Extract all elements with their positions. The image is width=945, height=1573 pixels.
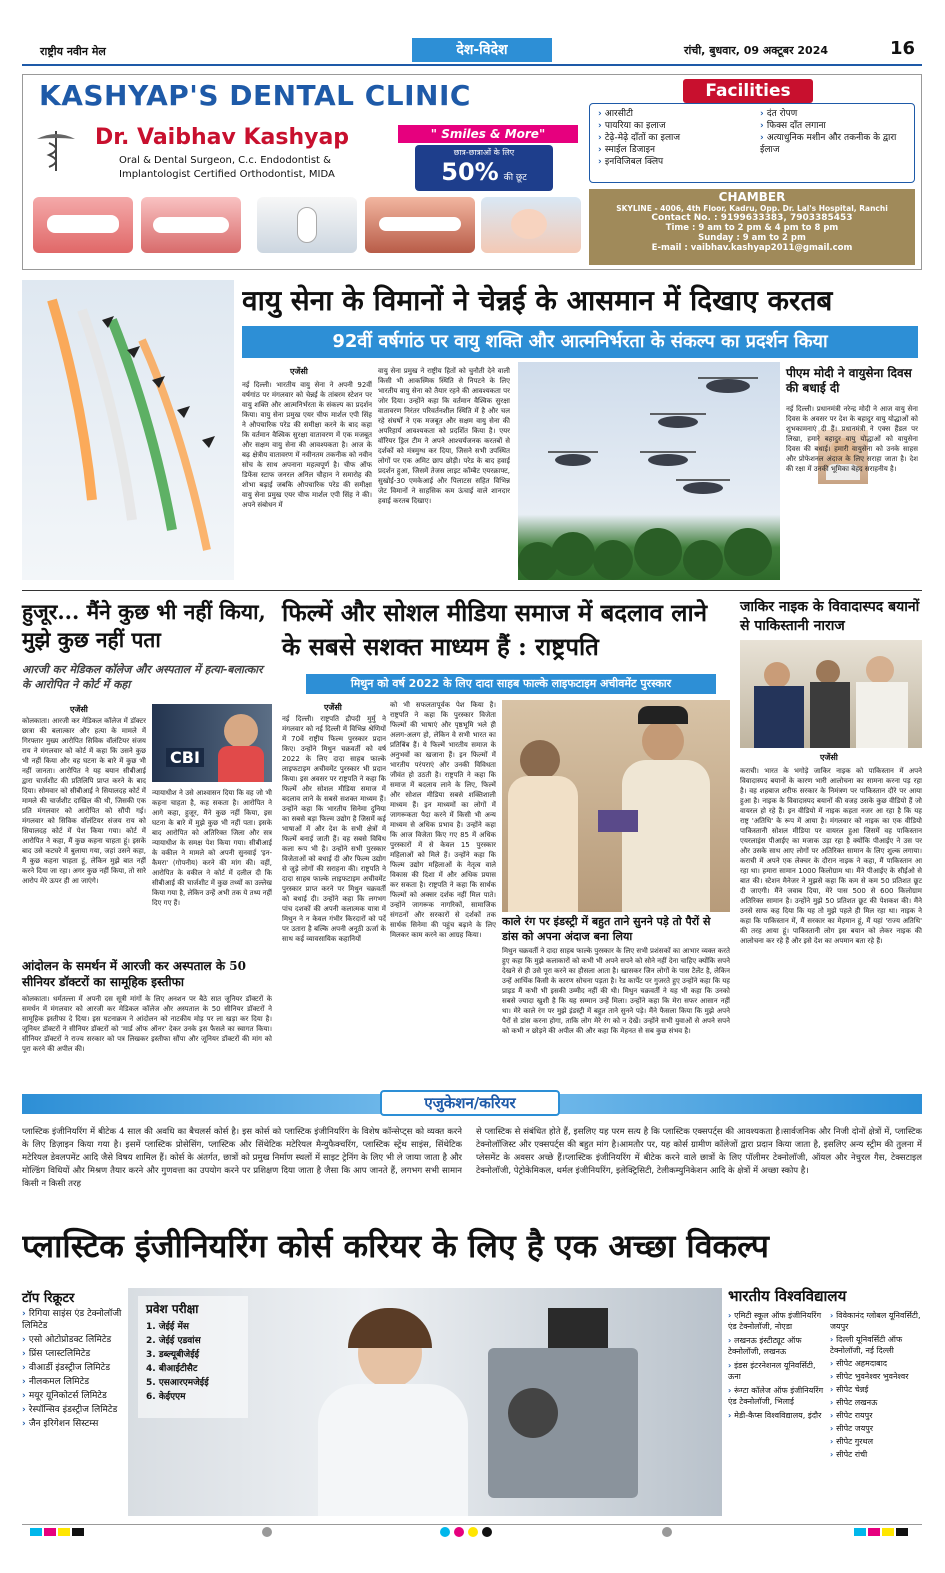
- story1-subhead: 92वीं वर्षगांठ पर वायु शक्ति और आत्मनिर्भरता के संकल्प का प्रदर्शन किया: [242, 326, 918, 358]
- facilities-box: [589, 103, 915, 183]
- registration-bar: [22, 1524, 922, 1536]
- recruiter-item: › रेस्पॉन्सिव इंडस्ट्रीज लिमिटेड: [22, 1404, 124, 1416]
- career-intro-left: प्लास्टिक इंजीनियरिंग में बीटेक 4 साल की अवधि का बैचलर्स कोर्स है। इस कोर्स को प्लास्टिक इंजीनियरिंग के विशेष कॉन्सेप्ट्स को व्यक्त करने के लिए डिज़ाइन किया गया है। इसमें प्लास्टिक प्रोसेसिंग, प्लास्टिक और सिंथेटिक मटेरियल मैन्युफैक्चरिंग, प्लास्टिक स्ट्रेंथ साइंस, सिंथेटिक मटेरियल डेवलपमेंट आदि जैसे विषय शामिल हैं। कोर्स के अंतर्गत, छात्रों को प्रमुख निर्माण स्थलों में साइट ट्रेनिंग के लिए भी ले जाया जाता है और मोल्डिंग विधियों और मिश्रण तैयार करने और गुणवत्ता का उपयोग करने पर प्रशिक्षण दिया जाता है जैसा कि आप जानते हैं, लगभग सभी सामान किसी न किसी तरह: [22, 1127, 462, 1189]
- dental-photo-3: [257, 197, 357, 253]
- clinic-name: KASHYAP'S DENTAL CLINIC: [39, 79, 471, 112]
- caduceus-icon: [33, 127, 79, 173]
- story2-sub2-text: कोलकाता। धर्मतल्ला में अपनी दस सूत्री मांगों के लिए अनशन पर बैठे सात जूनियर डॉक्टरों के समर्थन में मंगलवार को आरजी कर मेडिकल कॉलेज और अस्पताल के 50 सीनियर डॉक्टरों ने सामूहिक इस्तीफा दे दिया। इस घटनाक्रम ने आंदोलन को नाटकीय मोड़ पर ला खड़ा कर दिया है। जूनियर डॉक्टरों ने सीनियर डॉक्टरों को 'मार्ड ऑफ ऑनर' देकर उनके इस फैसले का स्वागत किया। सीनियर डॉक्टरों ने राज्य सरकार को पत्र लिखकर इस्तीफा सौंपा और जूनियर डॉक्टरों की मांग को पूरा करने की अपील की।: [22, 995, 272, 1053]
- airshow-photo-left: [22, 280, 234, 580]
- facility-item: › फिक्स दाँत लगाना: [760, 120, 910, 132]
- recruiters-title: टॉप रिक्रूटर: [22, 1291, 75, 1306]
- story1-side-text: नई दिल्ली। प्रधानमंत्री नरेन्द्र मोदी ने आज वायु सेना दिवस के अवसर पर देश के बहादुर वायु योद्धाओं को शुभकामनाएं दी हैं। प्रधानमंत्री ने एक्स हैंडल पर लिखा, हमारे बहादुर वायु योद्धाओं को वायुसेना दिवस की बधाई। हमारी वायुसेना को उनके साहस और प्रोफेशनल अंदाज के लिए सराहा जाता है। देश की रक्षा में उनकी भूमिका बेहद सराहनीय है।: [786, 405, 918, 473]
- facility-item: › टेढ़े-मेढ़े दाँतों का इलाज: [598, 132, 758, 144]
- offer-percent: 50%: [441, 158, 499, 186]
- recruiter-item: › मयूर यूनिकोटर्स लिमिटेड: [22, 1390, 124, 1402]
- facilities-title: Facilities: [683, 79, 813, 103]
- facilities-left-list: [598, 108, 758, 168]
- career-section-title: एजुकेशन/करियर: [380, 1090, 560, 1116]
- facility-item: › पायरिया का इलाज: [598, 120, 758, 132]
- story1-headline: वायु सेना के विमानों ने चेन्नई के आसमान में दिखाए करतब: [242, 284, 833, 317]
- facilities-right-list: [760, 108, 910, 156]
- exam-item: 1. जेईई मेंस: [146, 1322, 189, 1332]
- univ-item: › मेडी-कैप्स विश्वविद्यालय, इंदौर: [728, 1410, 826, 1421]
- award-photo-caption: काले रंग पर इंडस्ट्री में बहुत ताने सुनने पड़े तो पैरों से डांस को अपना अंदाज बना लिया: [502, 915, 711, 943]
- facility-item: › अत्याधुनिक मशीन और तकनीक के द्वारा ईलाज: [760, 132, 910, 156]
- tagline: " Smiles & More": [398, 125, 578, 143]
- paper-name: राष्ट्रीय नवीन मेल: [40, 45, 106, 58]
- dental-photo-2: [141, 197, 241, 253]
- dental-photo-5: [481, 197, 581, 253]
- chamber-sunday: Sunday : 9 am to 2 pm: [698, 233, 806, 243]
- offer-box: [415, 145, 553, 191]
- recruiter-item: › रिगिया साइंस एंड टेक्नोलॉजी लिमिटेड: [22, 1308, 124, 1332]
- facility-item: › आरसीटी: [598, 108, 758, 120]
- story3-subhead: मिथुन को वर्ष 2022 के लिए दादा साहब फाल्के लाइफटाइम अचीवमेंट पुरस्कार: [306, 674, 716, 694]
- exam-box: [138, 1296, 248, 1418]
- story4-byline: एजेंसी: [820, 753, 838, 762]
- story3-col1: नई दिल्ली। राष्ट्रपति द्रौपदी मुर्मु ने मंगलवार को नई दिल्ली में विभिन्न श्रेणियों में 70वें राष्ट्रीय फिल्म पुरस्कार प्रदान किए। उन्होंने मिथुन चक्रवर्ती को वर्ष 2022 के लिए दादा साहब फाल्के लाइफटाइम अचीवमेंट पुरस्कार भी प्रदान किया। इस अवसर पर राष्ट्रपति ने कहा कि फिल्में और सोशल मीडिया समाज में बदलाव लाने के सबसे सशक्त माध्यम हैं। उन्होंने कहा कि भारतीय सिनेमा दुनिया का सबसे बड़ा फिल्म उद्योग है जिसमें कई भाषाओं में और देश के सभी क्षेत्रों में फिल्में बनाई जाती हैं। वह सबसे विविध कला रूप भी है। उन्होंने सभी पुरस्कार विजेताओं को बधाई दी और फिल्म उद्योग से जुड़े लोगों की सराहना की। राष्ट्रपति ने दादा साहब फाल्के लाइफटाइम अचीवमेंट पुरस्कार प्राप्त करने पर मिथुन चक्रवर्ती को बधाई दी। उन्होंने कहा कि लगभग पांच दशकों की अपनी कलात्मक यात्रा में मिथुन ने न केवल गंभीर किरदारों को पर्दे पर उतारा है बल्कि अपनी अनूठी ऊर्जा के साथ कई व्यावसायिक कहानियों: [282, 715, 386, 943]
- section-label: देश-विदेश: [412, 38, 552, 62]
- naik-photo: [740, 640, 922, 748]
- story4-text: कराची। भारत के भगोड़े जाकिर नाइक को पाकिस्तान में अपने विवादास्पद बयानों के कारण भारी आलोचना का सामना करना पड़ रहा है। वह शहबाज शरीफ सरकार के निमंत्रण पर पाकिस्तान दौरे पर आया हुआ है। नाइक के विवादास्पद बयानों की वजह उसके कुछ वीडियो हैं जो वायरल हो रहे हैं। इन वीडियो में नाइक कहता नजर आ रहा है कि यह राष्ट्र 'अतिथि' के रूप में आया है। मंगलवार को नाइक का एक वीडियो पाकिस्तानी सोशल मीडिया पर वायरल हुआ जिसमें वह पाकिस्तान एयरलाइंस पीआईए का मजाक उड़ा रहा है क्योंकि पीआईए ने उस पर और उसके साथ आए लोगों पर अतिरिक्त सामान के लिए शुल्क लगाया। कराची में अपने एक लेक्चर के दौरान नाइक ने कहा, मैं पाकिस्तान आ रहा था। हमारा सामान 1000 किलोग्राम था। मैंने पीआईए के सीईओ से बात की। स्टेशन मैनेजर ने मुझसे कहा कि कम से कम 50 प्रतिशत छूट दी जाएगी। मैंने जवाब दिया, मेरे पास 500 से 600 किलोग्राम अतिरिक्त सामान है। उन्होंने मुझे 50 प्रतिशत छूट की पेशकश की। मैंने उनसे साफ कह दिया कि यह तो मुझे पहले ही मिल रहा था। नाइक ने कहा कि पाकिस्तान में, मैं सरकार का मेहमान हूं, मैं यहां 'राज्य अतिथि' की तरह आया हूं। पाकिस्तानी लोग इस बयान को लेकर नाइक की आलोचना कर रहे हैं और इसे देश का अपमान बता रहे हैं।: [740, 767, 922, 945]
- dental-photo-4: [365, 197, 475, 253]
- story3-byline: एजेंसी: [324, 703, 342, 712]
- univ-item: › लखनऊ इंस्टीट्यूट ऑफ टेक्नोलॉजी, लखनऊ: [728, 1335, 826, 1357]
- recruiter-item: › वीआर्डी इंडस्ट्रीज लिमिटेड: [22, 1362, 124, 1374]
- cbi-photo: [152, 704, 272, 782]
- facility-item: › इनविजिबल क्लिप: [598, 156, 758, 168]
- exam-item: 6. केईएएम: [146, 1392, 186, 1402]
- univ-title: भारतीय विश्वविद्यालय: [728, 1287, 847, 1305]
- exam-item: 2. जेईई एडवांस: [146, 1336, 201, 1346]
- career-headline: प्लास्टिक इंजीनियरिंग कोर्स करियर के लिए है एक अच्छा विकल्प: [22, 1227, 769, 1265]
- facility-item: › दंत रोपण: [760, 108, 910, 120]
- recruiter-item: › नीलकमल लिमिटेड: [22, 1376, 124, 1388]
- univ-item: › विवेकानंद ग्लोबल यूनिवर्सिटी, जयपुर: [830, 1310, 922, 1332]
- exam-item: 4. बीआईटीसैट: [146, 1364, 198, 1374]
- story1-side-title: पीएम मोदी ने वायुसेना दिवस की बधाई दी: [786, 366, 912, 395]
- univ-item: › सीपेट रायपुर: [830, 1410, 922, 1421]
- helicopter-photo: [518, 362, 780, 580]
- exam-item: 3. डब्ल्यूबीजेईई: [146, 1350, 200, 1360]
- offer-line: छात्र-छात्राओं के लिए: [453, 148, 515, 157]
- univ-item: › एमिटी स्कूल ऑफ इंजीनियरिंग एंड टेक्नोलॉजी, नोएडा: [728, 1310, 826, 1332]
- doctor-name: Dr. Vaibhav Kashyap: [95, 125, 350, 150]
- chamber-email: E-mail : vaibhav.kashyap2011@gmail.com: [651, 243, 853, 253]
- univ-item: › सीपेट अहमदाबाद: [830, 1358, 922, 1369]
- qualification-line-1: Oral & Dental Surgeon, C.c. Endodontist &: [119, 155, 331, 166]
- chamber-title: CHAMBER: [718, 190, 786, 204]
- story2-byline: एजेंसी: [70, 705, 88, 714]
- story3-col2: को भी सफलतापूर्वक पेश किया है। राष्ट्रपति ने कहा कि पुरस्कार विजेता फिल्मों की भाषाएं और पृष्ठभूमि भले ही अलग-अलग हो, लेकिन वे सभी भारत का प्रतिबिंब हैं। ये फिल्में भारतीय समाज के अनुभवों का खजाना हैं। इन फिल्मों में भारतीय परंपराएं और उनकी विविधता जीवंत हो उठती है। राष्ट्रपति ने कहा कि समाज में बदलाव लाने के लिए, फिल्में और सोशल मीडिया सबसे शक्तिशाली माध्यम हैं। इन माध्यमों का लोगों में जागरूकता पैदा करने में किसी भी अन्य माध्यम से अधिक प्रभाव है। उन्होंने कहा कि आज विजेता किए गए 85 में अधिक पुरस्कारों में से केवल 15 पुरस्कार महिलाओं को मिले हैं। उन्होंने कहा कि फिल्म उद्योग महिलाओं के नेतृत्व वाले विकास की दिशा में और अधिक प्रयास कर सकता है। राष्ट्रपति ने कहा कि सार्थक फिल्मों को अक्सर दर्शक नहीं मिल पाते। उन्होंने जागरूक नागरिकों, सामाजिक संगठनों और सरकारों से दर्शकों तक सार्थक सिनेमा की पहुंच बढ़ाने के लिए मिलकर काम करने का आग्रह किया।: [390, 701, 496, 939]
- page-header: [22, 36, 922, 66]
- story2-col1: कोलकाता। आरजी कर मेडिकल कॉलेज में डॉक्टर छात्रा की बलात्कार और हत्या के मामले में गिरफ्तार मुख्य आरोपित सिविक वॉलंटियर संजय राय ने मंगलवार को कोर्ट में कहा कि उसने कुछ भी नहीं किया और वह घटना के बारे में कुछ भी नहीं जानता। आरोपित ने यह बयान सीबीआई द्वारा चार्जशीट की प्रतिलिपि प्राप्त करने के बाद दिया। सोमवार को सीबीआई ने सियालदह कोर्ट में मामले की चार्जशीट दाखिल की थी, जिसकी एक प्रति मंगलवार को आरोपित को सौंपी गई। मंगलवार को सिविक वॉलंटियर संजय राय को सियालदह कोर्ट में पेश किया गया। कोर्ट में आरोपित ने कहा, मैं कुछ कहना चाहता हूं। इसके बाद उसे कटघरे में बुलाया गया, जहां उसने कहा, मैं कुछ कहना चाहता हूं, लेकिन मुझे बात नहीं करने दिया जा रहा। अगर कुछ नहीं किया, तो सारे आरोप मेरे ऊपर ही आ जाएंगे।: [22, 717, 146, 885]
- story3-headline: फिल्में और सोशल मीडिया समाज में बदलाव लाने के सबसे सशक्त माध्यम हैं : राष्ट्रपति: [282, 598, 708, 661]
- exam-item: 5. एसआरएमजेईई: [146, 1378, 209, 1388]
- cbi-badge: CBI: [166, 748, 204, 767]
- facility-item: › स्माईल डिजाइन: [598, 144, 758, 156]
- recruiter-item: › एसो ओटोप्रोडक्ट लिमिटेड: [22, 1334, 124, 1346]
- recruiter-item: › प्रिंस प्लास्टलिमिटेड: [22, 1348, 124, 1360]
- story3-caption-text: मिथुन चक्रवर्ती ने दादा साहब फाल्के पुरस्कार के लिए सभी प्रशंसकों का आभार व्यक्त करते हुए कहा कि मुझे कलाकारों को कभी भी अपने सपने को सोने नहीं देना चाहिए क्योंकि सपने देखने से ही उसे पूरा करने का हौसला आता है। खासकर जिन लोगों के पास टैलेंट है, लेकिन उन्हें आर्थिक किसी के कारण सोचना पड़ता है। रेड कार्पेट पर गुजरते हुए उन्होंने कहा कि यह प्राइड मैं कभी भी इसकी उम्मीद नहीं की थी। मिथुन चक्रवर्ती ने यह भी कहा कि उनको सबसे ज्यादा खुशी है कि यह सम्मान उन्हें मिला। उन्होंने कहा कि मेरा सफर आसान नहीं था। मेरे काले रंग पर मुझे इंडस्ट्री में बहुत ताने सुनने पड़े। मैंने फैसला किया कि मुझे अपने पैरों से डांस करना होगा, ताकि लोग मेरे रंग को न देखें। उन्होंने सभी युवाओं से अपने सपने को कभी न छोड़ने की अपील की और कहा कि मेहनत से सब कुछ संभव है।: [502, 947, 730, 1035]
- chamber-address: SKYLINE - 4006, 4th Floor, Kadru, Opp. Dr. Lal's Hospital, Ranchi: [616, 204, 888, 213]
- univ-item: › इंडस इंटरनेशनल यूनिवर्सिटी, ऊना: [728, 1360, 826, 1382]
- recruiters-list: [22, 1308, 124, 1432]
- univ-item: › रूंग्टा कॉलेज ऑफ इंजीनियरिंग एंड टेक्नोलॉजी, भिलाई: [728, 1385, 826, 1407]
- recruiter-item: › जैन इरिगेशन सिस्टम्स: [22, 1418, 124, 1430]
- univ-item: › सीपेट चेन्नई: [830, 1384, 922, 1395]
- story2-headline: हुजूर... मैंने कुछ भी नहीं किया, मुझे कुछ नहीं पता: [22, 599, 266, 652]
- univ-item: › सीपेट गुरथल: [830, 1436, 922, 1447]
- exam-title: प्रवेश परीक्षा: [146, 1302, 199, 1316]
- dental-photo-1: [33, 197, 133, 253]
- chamber-time: Time : 9 am to 2 pm & 4 pm to 8 pm: [665, 223, 839, 233]
- univ-item: › सीपेट रांची: [830, 1449, 922, 1460]
- chamber-box: [589, 189, 915, 265]
- story2-sub2-title: आंदोलन के समर्थन में आरजी कर अस्पताल के 50 सीनियर डॉक्टरों का सामूहिक इस्तीफा: [22, 959, 246, 989]
- offer-suffix: की छूट: [503, 173, 527, 183]
- page-number: 16: [890, 38, 916, 59]
- univ-right-list: [830, 1310, 922, 1462]
- story1-col2: वायु सेना प्रमुख ने राष्ट्रीय हितों को चुनौती देने वाली किसी भी आकस्मिक स्थिति से निपटने के लिए भारतीय वायु सेना को तैयार रहने की आवश्यकता पर जोर दिया। उन्होंने कहा कि वर्तमान वैश्विक सुरक्षा वातावरण निरंतर परिवर्तनशील स्थिति में है और चल रहे संघर्षों ने एक मजबूत और सक्षम वायु सेना की अपरिहार्य आवश्यकता को प्रदर्शित किया है। एयर वॉरियर ड्रिल टीम ने अपने आश्चर्यजनक करतबों से दर्शकों को मंत्रमुग्ध कर दिया, जिसने सभी उपस्थित लोगों पर एक अमिट छाप छोड़ी। परेड के बाद हवाई प्रदर्शन हुआ, जिसमें तेजस लाइट कॉम्बैट एयरक्राफ्ट, सुखोई-30 एमकेआई और पिलाटस सहित विभिन्न जेट विमानों ने साहसिक कम ऊंचाई वाले शानदार हवाई करतब दिखाए।: [378, 367, 510, 505]
- univ-item: › सीपेट जयपुर: [830, 1423, 922, 1434]
- story2-subhead: आरजी कर मेडिकल कॉलेज और अस्पताल में हत्या-बलात्कार के आरोपित ने कोर्ट में कहा: [22, 663, 263, 691]
- story4-headline: जाकिर नाइक के विवादास्पद बयानों से पाकिस्तानी नाराज: [740, 599, 920, 634]
- dental-clinic-ad: [22, 74, 922, 270]
- univ-item: › सीपेट लखनऊ: [830, 1397, 922, 1408]
- univ-left-list: [728, 1310, 826, 1424]
- qualification-line-2: Implantologist Certified Orthodontist, MIDA: [119, 169, 335, 180]
- univ-item: › सीपेट भुवनेश्वर भुवनेश्वर: [830, 1371, 922, 1382]
- chamber-contact: Contact No. : 9199633383, 7903385453: [651, 213, 853, 223]
- story1-byline: एजेंसी: [290, 367, 308, 376]
- dateline: रांची, बुधवार, 09 अक्टूबर 2024: [684, 44, 829, 57]
- award-photo: [502, 700, 730, 912]
- story1-col1: नई दिल्ली। भारतीय वायु सेना ने अपनी 92वीं वर्षगांठ पर मंगलवार को चेन्नई के तांबरम स्टेशन पर वायु शक्ति और आत्मनिर्भरता के संकल्प का प्रदर्शन किया। वायु सेना प्रमुख एयर चीफ मार्शल एपी सिंह ने औपचारिक परेड की समीक्षा करने के बाद कहा कि वर्तमान वैश्विक सुरक्षा वातावरण में एक मजबूत और सक्षम वायु सेना की आवश्यकता है। आज के बढ़ क्षेत्रीय वातावरण में नवीनतम तकनीक को नवीन सोच के साथ अपनाना महत्वपूर्ण है। चीफ ऑफ डिफेंस स्टाफ जनरल अनिल चौहान ने समारोह की शोभा बढ़ाई जबकि औपचारिक परेड की समीक्षा वायु सेना प्रमुख एयर चीफ मार्शल एपी सिंह ने की। अपने संबोधन में: [242, 381, 372, 509]
- divider: [22, 590, 922, 591]
- story2-col2: न्यायाधीश ने उसे आश्वासन दिया कि वह जो भी कहना चाहता है, कह सकता है। आरोपित ने आगे कहा, हुजूर, मैंने कुछ नहीं किया, इस घटना के बारे में मुझे कुछ भी नहीं पता। इसके बाद आरोपित को अतिरिक्त जिला और सत्र न्यायाधीश के समक्ष पेश किया गया। सीबीआई के वकील ने मामले को अपनी सुनवाई 'इन-कैमरा' (गोपनीय) करने की मांग की। वहीं, आरोपित के वकील ने कोर्ट में दलील दी कि सीबीआई की चार्जशीट में कुछ तथ्यों का उल्लेख किया गया है, लेकिन उन्हें अभी तक ये तथ्य नहीं दिए गए हैं।: [152, 789, 272, 907]
- univ-item: › दिल्ली यूनिवर्सिटी ऑफ टेक्नोलॉजी, नई दिल्ली: [830, 1334, 922, 1356]
- career-intro-right: से प्लास्टिक से संबंधित होते हैं, इसलिए यह परम सत्य है कि प्लास्टिक एक्सपर्ट्स की आवश्यकता है।सार्वजनिक और निजी दोनों क्षेत्रों में, प्लास्टिक टेक्नोलॉजिस्ट और एक्सपर्ट्स की बहुत मांग है।आमतौर पर, यह कोर्स ग्रामीण कॉलेजों द्वारा प्रदान किया जाता है, इसलिए अन्य स्ट्रीम की तुलना में प्लेसमेंट के अवसर अच्छे हैं।प्लास्टिक इंजीनियरिंग में बीटेक करने वाले छात्रों के लिए पॉलीमर टेक्नोलॉजी, ऑयल और नेचुरल गैस, टेक्सटाइल टेक्नोलॉजी, पेट्रोकेमिकल, थर्मल इंजीनियरिंग, इलेक्ट्रिसिटी, टेलीकम्युनिकेशन आदि के क्षेत्रों में अच्छा स्कोप है।: [476, 1127, 922, 1176]
- lab-photo: [128, 1288, 722, 1516]
